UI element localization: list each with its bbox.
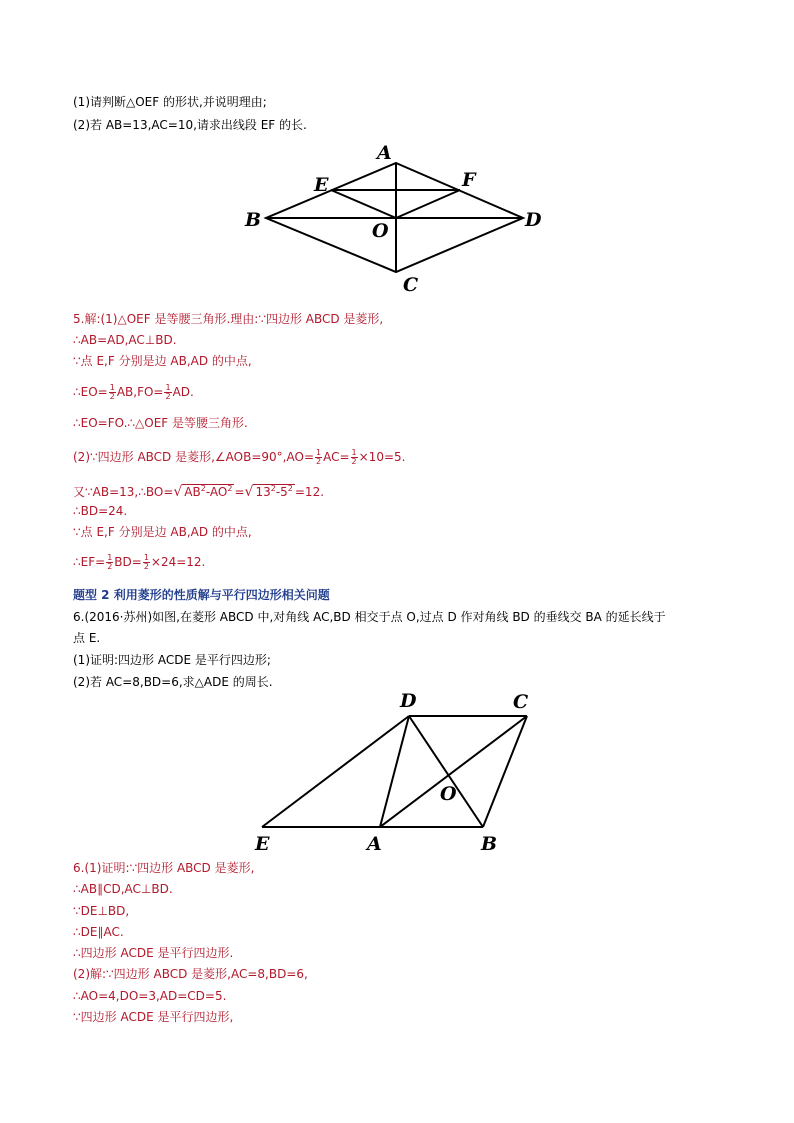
sol5-line5: ∴EO=FO.∴△OEF 是等腰三角形.: [73, 416, 248, 430]
fraction-half: $\frac{1}{2}$: [143, 553, 149, 571]
fraction-half: $\frac{1}{2}$: [107, 553, 113, 571]
sol5-line4: ∴EO= $\frac{1}{2}$ AB,FO= $\frac{1}{2}$ AD.: [73, 383, 194, 401]
label-o: O: [372, 220, 389, 242]
fraction-half: $\frac{1}{2}$: [165, 383, 171, 401]
label-f: F: [462, 169, 476, 191]
sol6-line3: ∵DE⊥BD,: [73, 904, 130, 918]
q6-part1: (1)证明:四边形 ACDE 是平行四边形;: [73, 653, 271, 667]
sol6-line2: ∴AB∥CD,AC⊥BD.: [73, 882, 173, 896]
segment-ed: [262, 716, 409, 827]
sol6-line4: ∴DE∥AC.: [73, 925, 124, 939]
sol5-line2: ∴AB=AD,AC⊥BD.: [73, 333, 177, 347]
sol6-line6: (2)解:∵四边形 ABCD 是菱形,AC=8,BD=6,: [73, 967, 308, 981]
fraction-half: $\frac{1}{2}$: [109, 383, 115, 401]
label-a: A: [367, 833, 382, 855]
sol5-line7: 又∵AB=13,∴BO=√ $AB^2-AO^2$ =√ $13^2-5^2 =12$.: [73, 484, 325, 500]
q6-part2: (2)若 AC=8,BD=6,求△ADE 的周长.: [73, 675, 273, 689]
sol6-line8: ∵四边形 ACDE 是平行四边形,: [73, 1010, 234, 1024]
sol5-line1: 5.解:(1)△OEF 是等腰三角形.理由:∵四边形 ABCD 是菱形,: [73, 312, 384, 326]
label-b: B: [245, 209, 262, 231]
label-o: O: [440, 783, 457, 805]
fraction-half: $\frac{1}{2}$: [316, 448, 322, 466]
sol6-line5: ∴四边形 ACDE 是平行四边形.: [73, 946, 234, 960]
sol5-line10: ∴EF= $\frac{1}{2}$ BD= $\frac{1}{2}$ ×24=12.: [73, 553, 206, 571]
label-e: E: [314, 174, 329, 196]
sol5-line8: ∴BD=24.: [73, 504, 128, 518]
diagonal-bd: [409, 716, 483, 827]
rhombus-figure-2: [250, 683, 550, 858]
label-d: D: [400, 690, 417, 712]
sol6-line7: ∴AO=4,DO=3,AD=CD=5.: [73, 989, 227, 1003]
sol5-line9: ∵点 E,F 分别是边 AB,AD 的中点,: [73, 525, 252, 539]
label-b: B: [481, 833, 498, 855]
segment-da: [380, 716, 409, 827]
rhombus-figure-1: [240, 140, 560, 300]
label-d: D: [525, 209, 542, 231]
q6-line1: 6.(2016·苏州)如图,在菱形 ABCD 中,对角线 AC,BD 相交于点 O,过点 D 作对角线 BD 的垂线交 BA 的延长线于: [73, 610, 666, 624]
label-c: C: [513, 691, 529, 713]
segment-fo: [396, 190, 460, 218]
sol5-line6: (2)∵四边形 ABCD 是菱形,∠AOB=90°,AO= $\frac{1}{2}$ AC= $\frac{1}{2}$ ×10=5.: [73, 448, 406, 466]
label-c: C: [403, 274, 419, 296]
q6-line2: 点 E.: [73, 631, 101, 645]
q5-part2: (2)若 AB=13,AC=10,请求出线段 EF 的长.: [73, 118, 307, 132]
label-a: A: [377, 142, 392, 164]
q5-part1: (1)请判断△OEF 的形状,并说明理由;: [73, 95, 267, 109]
sol6-line1: 6.(1)证明:∵四边形 ABCD 是菱形,: [73, 861, 255, 875]
segment-eo: [331, 190, 396, 218]
fraction-half: $\frac{1}{2}$: [351, 448, 357, 466]
type2-heading: 题型 2 利用菱形的性质解与平行四边形相关问题: [73, 588, 330, 602]
sol5-line3: ∵点 E,F 分别是边 AB,AD 的中点,: [73, 354, 252, 368]
label-e: E: [255, 833, 270, 855]
